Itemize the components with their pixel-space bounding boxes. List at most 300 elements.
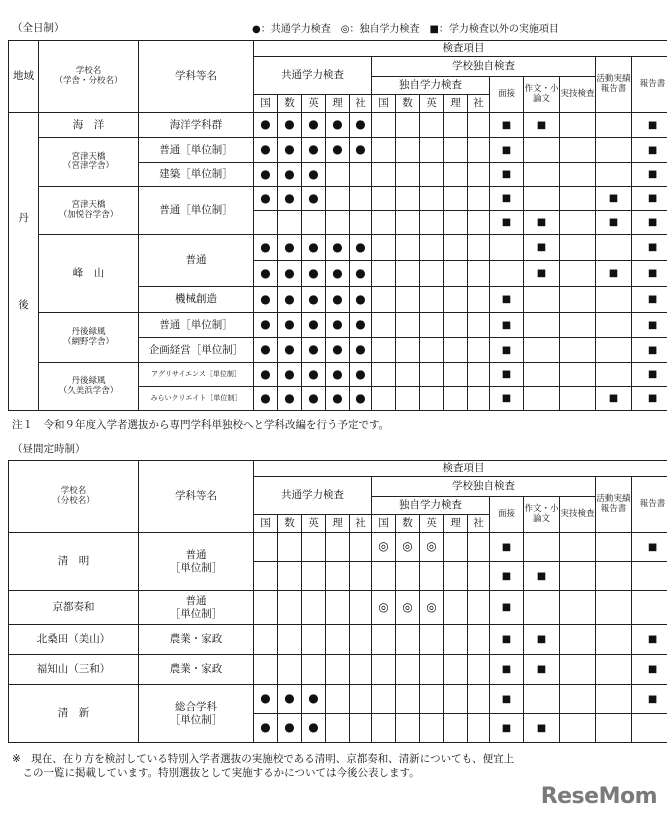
mark-essay [524,655,560,685]
mark-essay [524,163,560,187]
mark-common-social [350,363,372,387]
mark-skill [560,685,596,714]
mark-school-report [632,685,667,714]
header-common: 共通学力検査 [254,57,372,95]
mark-common-english [302,562,326,591]
filled-circle-icon: ● [284,317,295,332]
mark-interview [490,287,524,313]
mark-own-social [468,163,490,187]
filled-square-icon: ■ [501,119,512,131]
filled-circle-icon: ● [260,265,271,280]
mark-school-report [632,138,667,163]
mark-common-math [278,363,302,387]
mark-essay [524,625,560,655]
mark-skill [560,187,596,211]
mark-essay [524,138,560,163]
filled-circle-icon: ● [308,691,319,706]
mark-own-kokugo [372,287,396,313]
header-report: 報告書 [632,57,667,113]
school-name: 清 新 [9,685,139,743]
mark-own-english [420,287,444,313]
mark-activity-report [596,235,632,261]
filled-square-icon: ■ [647,664,658,676]
mark-common-science [326,685,350,714]
filled-circle-icon: ● [308,239,319,254]
filled-square-icon: ■ [536,570,547,582]
mark-common-kokugo [254,338,278,363]
header-own: 独自学力検査 [372,497,490,515]
mark-own-english [420,387,444,411]
dept-name: 農業・家政 [139,625,254,655]
mark-common-social [350,625,372,655]
legend: ●：共通学力検査 ◎：独自学力検査 ■：学力検査以外の実施項目 [252,24,559,35]
mark-skill [560,261,596,287]
header-own-group: 学校独自検査 [372,477,596,497]
subject-kokugo: 国 [372,95,396,113]
mark-activity-report [596,363,632,387]
filled-square-icon: ■ [536,242,547,254]
mark-interview [490,163,524,187]
filled-square-icon: ■ [501,319,512,331]
filled-circle-icon: ● [308,291,319,306]
mark-own-kokugo [372,591,396,625]
mark-common-social [350,338,372,363]
mark-school-report [632,163,667,187]
mark-common-english [302,261,326,287]
region-cell [9,113,39,411]
mark-essay [524,235,560,261]
filled-square-icon: ■ [536,119,547,131]
dept-name: 建築［単位制］ [139,163,254,187]
filled-circle-icon: ● [332,291,343,306]
dept-name: 普通 [139,235,254,287]
mark-essay [524,187,560,211]
mark-own-english [420,113,444,138]
subject-math: 数 [278,515,302,533]
mark-common-science [326,187,350,211]
filled-circle-icon: ● [260,190,271,205]
mark-essay [524,287,560,313]
filled-circle-icon: ● [332,239,343,254]
subject-english: 英 [420,95,444,113]
mark-essay [524,562,560,591]
school-name: 北桑田（美山） [9,625,139,655]
mark-own-math [396,387,420,411]
mark-own-english [420,714,444,743]
mark-common-math [278,655,302,685]
filled-square-icon: ■ [647,193,658,205]
mark-skill [560,313,596,338]
region-char-1: 丹 [18,212,29,224]
mark-essay [524,387,560,411]
header-skill: 実技検査 [560,497,596,533]
mark-skill [560,287,596,313]
mark-common-english [302,113,326,138]
dept-name: 普通 ［単位制］ [139,591,254,625]
mark-common-science [326,363,350,387]
mark-own-science [444,338,468,363]
mark-skill [560,138,596,163]
mark-skill [560,163,596,187]
mark-own-math [396,235,420,261]
mark-common-kokugo [254,313,278,338]
mark-common-science [326,625,350,655]
mark-own-math [396,625,420,655]
filled-square-icon: ■ [501,217,512,229]
mark-own-kokugo [372,655,396,685]
mark-own-science [444,714,468,743]
filled-circle-icon: ● [332,265,343,280]
mark-skill [560,338,596,363]
filled-circle-icon: ● [355,342,366,357]
mark-own-kokugo [372,387,396,411]
filled-square-icon: ■ [647,242,658,254]
mark-skill [560,533,596,562]
header-interview: 面接 [490,77,524,113]
mark-skill [560,655,596,685]
mark-common-kokugo [254,287,278,313]
mark-own-social [468,625,490,655]
header-own-group: 学校独自検査 [372,57,596,77]
mark-own-kokugo [372,163,396,187]
filled-square-icon: ■ [647,541,658,553]
day-time-caption: （昼間定時制） [12,443,86,455]
filled-square-icon: ■ [647,169,658,181]
mark-own-social [468,655,490,685]
mark-own-science [444,113,468,138]
mark-common-math [278,211,302,235]
mark-essay [524,313,560,338]
mark-activity-report [596,287,632,313]
mark-activity-report [596,113,632,138]
filled-circle-icon: ● [355,117,366,132]
filled-circle-icon: ● [308,166,319,181]
mark-own-science [444,625,468,655]
school-name: 京都奏和 [9,591,139,625]
mark-common-kokugo [254,138,278,163]
filled-circle-icon: ● [355,366,366,381]
header-school: 学校名 （学舎・分校名） [39,41,139,113]
mark-interview [490,235,524,261]
mark-own-science [444,387,468,411]
filled-circle-icon: ● [332,390,343,405]
mark-common-science [326,313,350,338]
mark-activity-report [596,387,632,411]
filled-circle-icon: ● [308,342,319,357]
filled-circle-icon: ● [308,190,319,205]
mark-school-report [632,113,667,138]
mark-own-social [468,338,490,363]
filled-circle-icon: ● [260,142,271,157]
mark-essay [524,533,560,562]
mark-own-science [444,138,468,163]
filled-square-icon: ■ [647,344,658,356]
filled-square-icon: ■ [536,664,547,676]
mark-own-social [468,313,490,338]
mark-common-science [326,533,350,562]
mark-common-science [326,714,350,743]
mark-common-science [326,235,350,261]
mark-common-math [278,187,302,211]
mark-activity-report [596,685,632,714]
filled-circle-icon: ● [284,142,295,157]
header-skill: 実技検査 [560,77,596,113]
mark-activity-report [596,211,632,235]
filled-circle-icon: ● [355,291,366,306]
mark-own-science [444,163,468,187]
filled-square-icon: ■ [647,268,658,280]
mark-common-kokugo [254,562,278,591]
full-time-caption: （全日制） [12,22,65,34]
header-report: 報告書 [632,477,667,533]
filled-circle-icon: ● [284,265,295,280]
mark-common-social [350,562,372,591]
filled-square-icon: ■ [501,369,512,381]
mark-common-math [278,338,302,363]
mark-common-english [302,625,326,655]
mark-interview [490,685,524,714]
mark-common-math [278,138,302,163]
mark-common-kokugo [254,363,278,387]
mark-common-kokugo [254,113,278,138]
mark-own-math [396,138,420,163]
mark-common-kokugo [254,211,278,235]
school-name: 福知山（三和） [9,655,139,685]
filled-circle-icon: ● [355,265,366,280]
mark-interview [490,261,524,287]
mark-school-report [632,591,667,625]
filled-square-icon: ■ [501,722,512,734]
mark-own-science [444,685,468,714]
header-activity: 活動実績報告書 [596,477,632,533]
mark-own-english [420,138,444,163]
mark-common-english [302,211,326,235]
dept-name: 農業・家政 [139,655,254,685]
filled-square-icon: ■ [536,634,547,646]
filled-circle-icon: ● [308,265,319,280]
filled-square-icon: ■ [647,369,658,381]
mark-own-social [468,235,490,261]
mark-common-math [278,685,302,714]
subject-english: 英 [420,515,444,533]
filled-circle-icon: ● [308,117,319,132]
mark-own-math [396,261,420,287]
mark-school-report [632,235,667,261]
note-2-line-2: この一覧に掲載しています。特別選抜として実施するかについては今後公表します。 [12,767,420,779]
header-items: 検査項目 [254,41,667,57]
subject-science: 理 [326,95,350,113]
filled-circle-icon: ● [355,142,366,157]
mark-common-kokugo [254,261,278,287]
mark-common-english [302,235,326,261]
filled-circle-icon: ● [260,390,271,405]
mark-interview [490,338,524,363]
mark-common-science [326,113,350,138]
filled-square-icon: ■ [501,602,512,614]
mark-common-social [350,685,372,714]
filled-circle-icon: ● [284,342,295,357]
mark-skill [560,591,596,625]
mark-interview [490,655,524,685]
mark-own-math [396,187,420,211]
mark-own-social [468,714,490,743]
filled-square-icon: ■ [647,294,658,306]
filled-circle-icon: ● [332,342,343,357]
mark-interview [490,138,524,163]
mark-activity-report [596,313,632,338]
mark-common-kokugo [254,387,278,411]
mark-own-english [420,655,444,685]
mark-skill [560,625,596,655]
filled-square-icon: ■ [501,570,512,582]
filled-circle-icon: ● [260,117,271,132]
subject-science: 理 [444,95,468,113]
mark-school-report [632,655,667,685]
mark-own-english [420,591,444,625]
mark-own-social [468,685,490,714]
mark-activity-report [596,187,632,211]
mark-common-social [350,138,372,163]
dept-name: 普通 ［単位制］ [139,533,254,591]
subject-english: 英 [302,515,326,533]
mark-own-social [468,363,490,387]
filled-square-icon: ■ [501,664,512,676]
mark-own-math [396,313,420,338]
mark-common-math [278,287,302,313]
mark-common-kokugo [254,187,278,211]
mark-own-science [444,313,468,338]
mark-own-social [468,138,490,163]
subject-social: 社 [468,95,490,113]
subject-social: 社 [468,515,490,533]
dept-name: みらいクリエイト［単位制］ [139,387,254,411]
filled-square-icon: ■ [501,634,512,646]
mark-own-english [420,163,444,187]
subject-math: 数 [396,515,420,533]
mark-activity-report [596,591,632,625]
double-circle-icon: ◎ [426,539,437,554]
filled-circle-icon: ● [332,366,343,381]
filled-circle-icon: ● [332,117,343,132]
mark-common-science [326,261,350,287]
mark-own-math [396,211,420,235]
mark-activity-report [596,338,632,363]
filled-square-icon: ■ [536,217,547,229]
header-items: 検査項目 [254,461,667,477]
mark-own-kokugo [372,338,396,363]
mark-own-kokugo [372,685,396,714]
filled-circle-icon: ● [355,390,366,405]
filled-square-icon: ■ [608,268,619,280]
filled-circle-icon: ● [260,342,271,357]
school-name: 丹後緑風 （久美浜学舎） [39,363,139,411]
filled-square-icon: ■ [501,693,512,705]
dept-name: アグリサイエンス［単位制］ [139,363,254,387]
filled-circle-icon: ● [308,390,319,405]
mark-common-english [302,287,326,313]
mark-common-science [326,163,350,187]
mark-common-math [278,235,302,261]
mark-common-math [278,387,302,411]
mark-common-math [278,261,302,287]
header-essay: 作文・小論文 [524,77,560,113]
mark-own-kokugo [372,562,396,591]
filled-circle-icon: ● [284,239,295,254]
mark-own-kokugo [372,714,396,743]
note-1: 注１ 令和９年度入学者選抜から専門学科単独校へと学科改編を行う予定です。 [12,419,390,431]
mark-activity-report [596,655,632,685]
mark-own-kokugo [372,313,396,338]
subject-science: 理 [326,515,350,533]
mark-own-english [420,211,444,235]
dept-name: 企画経営［単位制］ [139,338,254,363]
header-common: 共通学力検査 [254,477,372,515]
mark-common-english [302,655,326,685]
mark-school-report [632,287,667,313]
double-circle-icon: ◎ [402,539,413,554]
school-name: 宮津天橋 （宮津学舎） [39,138,139,187]
mark-school-report [632,625,667,655]
mark-school-report [632,211,667,235]
mark-own-english [420,313,444,338]
mark-common-science [326,138,350,163]
filled-circle-icon: ● [284,390,295,405]
mark-common-english [302,714,326,743]
header-essay: 作文・小論文 [524,497,560,533]
mark-own-kokugo [372,187,396,211]
mark-own-math [396,363,420,387]
mark-common-social [350,591,372,625]
mark-interview [490,211,524,235]
filled-circle-icon: ● [284,720,295,735]
mark-essay [524,261,560,287]
mark-school-report [632,187,667,211]
mark-common-math [278,313,302,338]
mark-common-english [302,187,326,211]
double-circle-icon: ◎ [378,539,389,554]
mark-school-report [632,714,667,743]
filled-circle-icon: ● [284,366,295,381]
mark-own-math [396,655,420,685]
header-school: 学校名 （分校名） [9,461,139,533]
mark-common-science [326,287,350,313]
mark-school-report [632,387,667,411]
filled-circle-icon: ● [260,291,271,306]
mark-own-social [468,187,490,211]
dept-name: 海洋学科群 [139,113,254,138]
mark-common-math [278,533,302,562]
mark-own-science [444,533,468,562]
mark-common-english [302,685,326,714]
mark-common-english [302,591,326,625]
mark-interview [490,714,524,743]
mark-essay [524,211,560,235]
mark-common-english [302,533,326,562]
filled-circle-icon: ● [308,366,319,381]
mark-common-social [350,287,372,313]
mark-own-math [396,113,420,138]
mark-interview [490,313,524,338]
mark-common-science [326,562,350,591]
mark-own-math [396,163,420,187]
filled-square-icon: ■ [501,541,512,553]
filled-square-icon: ■ [501,144,512,156]
mark-own-english [420,363,444,387]
dept-name: 普通［単位制］ [139,138,254,163]
school-name: 丹後緑風 （網野学舎） [39,313,139,363]
header-interview: 面接 [490,497,524,533]
mark-common-math [278,113,302,138]
